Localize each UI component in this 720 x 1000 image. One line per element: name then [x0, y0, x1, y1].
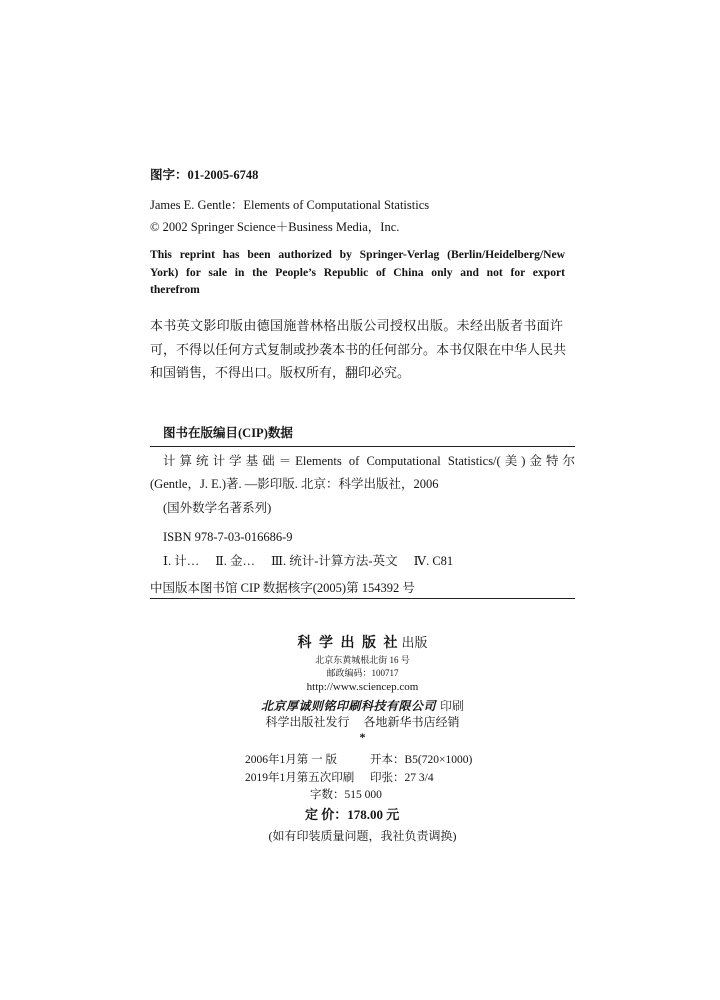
- cip-top-divider: [150, 446, 575, 447]
- cip-subject-item: Ⅲ. 统计-计算方法-英文: [270, 554, 398, 568]
- cip-bottom-divider: [150, 598, 575, 599]
- cip-entry-line: (Gentle，J. E.)著. —影印版. 北京：科学出版社，2006: [150, 477, 439, 491]
- cip-series-line: (国外数学名著系列): [163, 501, 272, 515]
- cip-subject-item: Ⅰ. 计…: [163, 554, 200, 568]
- cip-record-number: 中国版本图书馆 CIP 数据核字(2005)第 154392 号: [150, 581, 415, 595]
- edition-row: [245, 751, 472, 769]
- format-size: 开本：B5(720×1000): [370, 754, 473, 766]
- cip-entry-line: 计算统计学基础＝Elements of Computational Statistics/(美)金特尔: [163, 454, 575, 468]
- edition-row: [245, 769, 472, 787]
- publisher-address: 北京东黄城根北街 16 号: [315, 655, 410, 665]
- cip-subject-item: Ⅳ. C81: [413, 554, 454, 568]
- publisher-line: [150, 634, 575, 653]
- printing-date: 2019年1月第五次印刷: [245, 772, 355, 784]
- reprint-notice-line: therefrom: [150, 283, 200, 296]
- printer-name: 北京厚诚则铭印刷科技有限公司: [260, 699, 436, 713]
- original-copyright-line: © 2002 Springer Science＋Business Media，Inc.: [150, 220, 400, 234]
- separator-asterisk: *: [359, 730, 366, 744]
- edition-date: 2006年1月第 一 版: [245, 754, 337, 766]
- reprint-authorization-notice: [150, 246, 565, 299]
- price: 定 价：178.00 元: [305, 807, 400, 822]
- reprint-notice-line: York) for sale in the People’s Republic of China only and not for export: [150, 265, 565, 279]
- publisher-action: 出版: [401, 635, 428, 650]
- print-sheets: 印张：27 3/4: [370, 772, 434, 784]
- printer-action: 印刷: [440, 699, 465, 713]
- reprint-notice-line: This reprint has been authorized by Springer-Verlag (Berlin/Heidelberg/New: [150, 248, 565, 261]
- word-count: 字数：515 000: [310, 789, 382, 801]
- publisher-name: 科 学 出 版 社: [297, 636, 400, 651]
- distribution-line: [150, 714, 575, 730]
- cip-subject-item: Ⅱ. 金…: [215, 554, 255, 568]
- publisher-postcode: 邮政编码：100717: [326, 668, 399, 678]
- copyright-registration-number: 图字：01-2005-6748: [150, 168, 259, 182]
- issuer: 科学出版社发行: [265, 715, 350, 729]
- chinese-notice-line: 本书英文影印版由德国施普林格出版公司授权出版。未经出版者书面许: [150, 318, 563, 333]
- quality-note: (如有印装质量问题，我社负责调换): [268, 829, 457, 843]
- distributor: 各地新华书店经销: [363, 715, 460, 729]
- cip-isbn: ISBN 978-7-03-016686-9: [163, 530, 293, 544]
- edition-details: [245, 751, 472, 787]
- chinese-rights-notice: [150, 314, 567, 385]
- publisher-website: http://www.sciencep.com: [306, 681, 419, 693]
- printer-line: [150, 698, 575, 714]
- cip-heading: 图书在版编目(CIP)数据: [163, 426, 293, 440]
- cip-subject-headings: [163, 553, 469, 569]
- original-author-title: James E. Gentle：Elements of Computational Statistics: [150, 198, 430, 212]
- chinese-notice-line: 可，不得以任何方式复制或抄袭本书的任何部分。本书仅限在中华人民共: [150, 341, 567, 357]
- chinese-notice-line: 和国销售，不得出口。版权所有，翻印必究。: [150, 365, 411, 380]
